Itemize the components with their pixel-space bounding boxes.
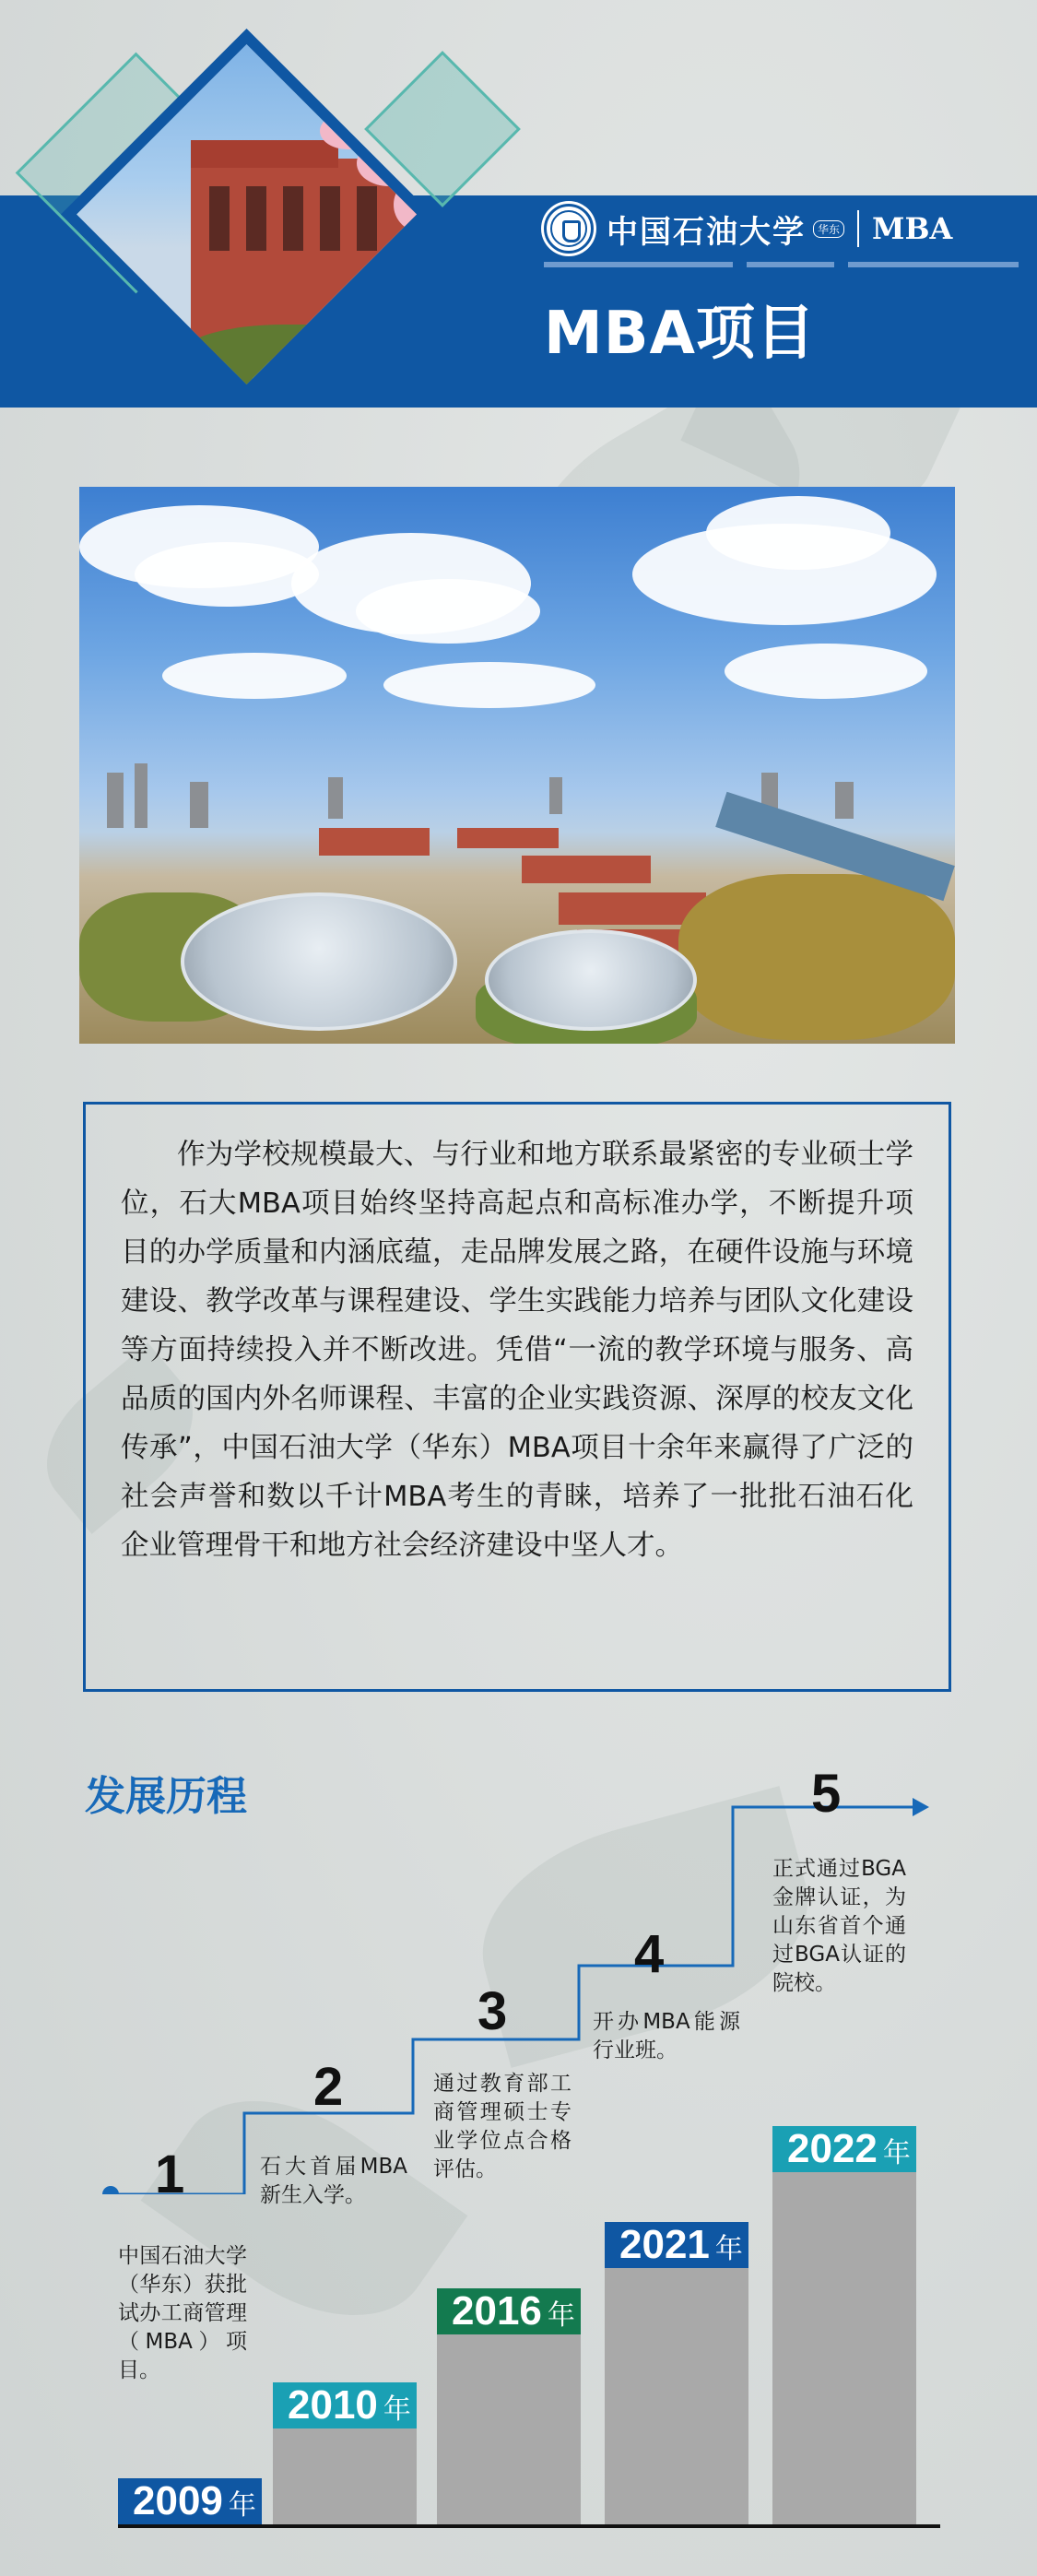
page-title: MBA项目 [544, 300, 816, 368]
year-suffix: 年 [882, 2137, 911, 2169]
year-label: 2009 [133, 2478, 223, 2523]
year-badge-2009 [118, 2478, 262, 2524]
milestone-text: 中国石油大学（华东）获批试办工商管理（MBA）项目。 [118, 2244, 247, 2382]
year-suffix: 年 [714, 2233, 743, 2265]
year-badge-2010 [273, 2382, 417, 2428]
milestone-bar [772, 2172, 916, 2524]
section-title: 发展历程 [85, 1773, 247, 1820]
year-suffix: 年 [547, 2299, 575, 2332]
university-logo [544, 201, 952, 256]
campus-aerial-photo [79, 487, 955, 1044]
milestone-text: 石大首届MBA新生入学。 [260, 2155, 407, 2207]
milestone-number: 1 [155, 2145, 185, 2204]
university-emblem-icon [544, 204, 594, 254]
year-badge-2022 [772, 2126, 916, 2172]
year-label: 2010 [288, 2382, 378, 2428]
milestone-number: 3 [477, 1981, 508, 2041]
milestone-number: 2 [313, 2057, 344, 2117]
year-badge-2016 [437, 2288, 581, 2334]
timeline-baseline [118, 2524, 940, 2528]
mba-logo-text: MBA [872, 211, 953, 246]
milestone-text: 开办MBA能源行业班。 [593, 2010, 740, 2062]
milestone-bar [273, 2425, 417, 2524]
header-line [544, 262, 733, 267]
milestone-text: 通过教育部工商管理硕士专业学位点合格评估。 [433, 2072, 572, 2181]
arrow-right-icon [913, 1798, 929, 1816]
milestone-text: 正式通过BGA金牌认证，为山东省首个通过BGA认证的院校。 [772, 1857, 906, 1995]
header-line [848, 262, 1019, 267]
year-badge-2021 [605, 2222, 748, 2268]
milestone-number: 5 [811, 1764, 842, 1824]
year-label: 2022 [787, 2126, 878, 2171]
intro-paragraph: 作为学校规模最大、与行业和地方联系最紧密的专业硕士学位，石大MBA项目始终坚持高起点和高标准办学，不断提升项目的办学质量和内涵底蕴，走品牌发展之路，在硬件设施与环境建设、教学改革与课程建设、学生实践能力培养与团队文化建设等方面持续投入并不断改进。凭借“一流的教学环境与服务、高品质的国内外名师课程、丰富的企业实践资源、深厚的校友文化传承”，中国石油大学（华东）MBA项目十余年来赢得了广泛的社会声誉和数以千计MBA考生的青睐，培养了一批批石油石化企业管理骨干和地方社会经济建设中坚人才。 [121, 1139, 913, 1562]
year-suffix: 年 [383, 2393, 411, 2426]
milestone-number: 4 [634, 1924, 665, 1984]
timeline-start-dot [102, 2186, 119, 2194]
year-suffix: 年 [228, 2489, 256, 2522]
milestone-bar [437, 2331, 581, 2524]
milestone-bar [605, 2268, 748, 2524]
year-label: 2021 [619, 2222, 710, 2267]
logo-divider [857, 210, 859, 247]
year-label: 2016 [452, 2288, 542, 2334]
intro-box [83, 1102, 951, 1692]
header-line [747, 262, 834, 267]
university-campus: 华东 [813, 220, 844, 238]
university-name: 中国石油大学 [607, 213, 806, 251]
